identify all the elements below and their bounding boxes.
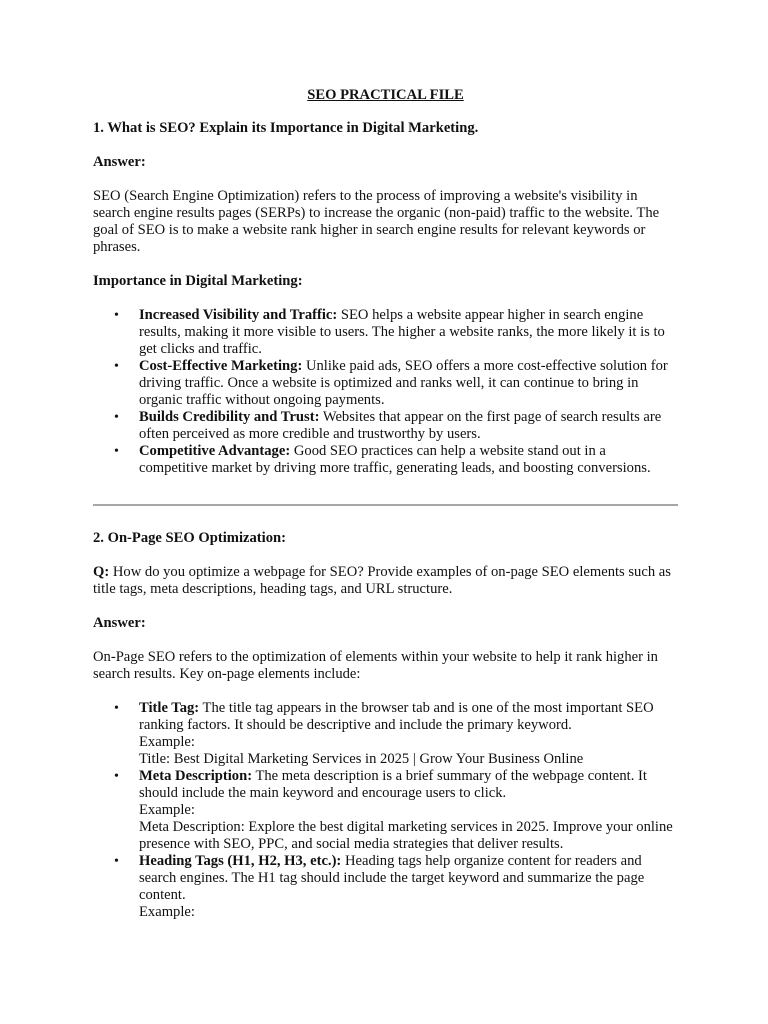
item-text: Unlike paid ads, SEO offers a more cost-effective solution for driving traffic. Once a website is optimized and ranks well, it can continue to bring in organic traffic without ongoing payments.	[139, 358, 668, 408]
bullet-icon: •	[114, 359, 119, 374]
section2-intro-paragraph: On-Page SEO refers to the optimization of elements within your website to help it rank higher in search results. Key on-page elements include:	[93, 649, 658, 682]
item-text: The title tag appears in the browser tab and is one of the most important SEO ranking factors. It should be descriptive and include the primary keyword.	[139, 700, 654, 733]
bullet-icon: •	[114, 308, 119, 323]
section2-heading: 2. On-Page SEO Optimization:	[93, 530, 286, 546]
example-text: Title: Best Digital Marketing Services in 2025 | Grow Your Business Online	[139, 751, 584, 767]
bullet-icon: •	[114, 769, 119, 784]
importance-list	[93, 307, 678, 477]
item-term: Cost-Effective Marketing:	[139, 358, 303, 374]
bullet-icon: •	[114, 701, 119, 716]
list-item	[93, 853, 678, 921]
document-page	[93, 87, 678, 938]
example-label: Example:	[139, 734, 195, 750]
list-item	[93, 358, 678, 409]
example-label: Example:	[139, 904, 195, 920]
item-term: Meta Description:	[139, 768, 253, 784]
section2-question-paragraph	[93, 564, 678, 598]
list-item	[93, 409, 678, 443]
bullet-icon: •	[114, 854, 119, 869]
bullet-icon: •	[114, 444, 119, 459]
question-label: Q:	[93, 564, 110, 580]
onpage-elements-list	[93, 700, 678, 921]
item-text: The meta description is a brief summary of the webpage content. It should include the main keyword and encourage users to click.	[139, 768, 647, 801]
list-item	[93, 768, 678, 853]
item-text: Websites that appear on the first page of search results are often perceived as more credible and trustworthy by users.	[139, 409, 662, 442]
item-text: SEO helps a website appear higher in search engine results, making it more visible to users. The higher a website ranks, the more likely it is to get clicks and traffic.	[139, 307, 665, 357]
example-text: Meta Description: Explore the best digital marketing services in 2025. Improve your online presence with SEO, PPC, and social media strategies that deliver results.	[139, 819, 673, 852]
item-term: Heading Tags (H1, H2, H3, etc.):	[139, 853, 342, 869]
example-label: Example:	[139, 802, 195, 818]
question-text: How do you optimize a webpage for SEO? Provide examples of on-page SEO elements such as title tags, meta descriptions, heading tags, and URL structure.	[93, 564, 671, 597]
item-term: Increased Visibility and Traffic:	[139, 307, 338, 323]
importance-heading: Importance in Digital Marketing:	[93, 273, 303, 289]
item-term: Competitive Advantage:	[139, 443, 291, 459]
item-term: Builds Credibility and Trust:	[139, 409, 320, 425]
item-term: Title Tag:	[139, 700, 200, 716]
bullet-icon: •	[114, 410, 119, 425]
list-item	[93, 443, 678, 477]
item-text: Heading tags help organize content for readers and search engines. The H1 tag should include the target keyword and summarize the page content.	[139, 853, 645, 903]
list-item	[93, 700, 678, 768]
item-text: Good SEO practices can help a website stand out in a competitive market by driving more traffic, generating leads, and boosting conversions.	[139, 443, 651, 476]
list-item	[93, 307, 678, 358]
section1-heading: 1. What is SEO? Explain its Importance in Digital Marketing.	[93, 120, 479, 136]
section2-answer-label: Answer:	[93, 615, 146, 631]
section-divider	[93, 504, 678, 506]
section1-answer-label: Answer:	[93, 154, 146, 170]
document-title: SEO PRACTICAL FILE	[307, 87, 464, 103]
section1-intro-paragraph: SEO (Search Engine Optimization) refers to the process of improving a website's visibility in search engine results pages (SERPs) to increase the organic (non-paid) traffic to the website. The goal of SEO is to make a website rank higher in search engine results for relevant keywords or phrases.	[93, 188, 660, 255]
